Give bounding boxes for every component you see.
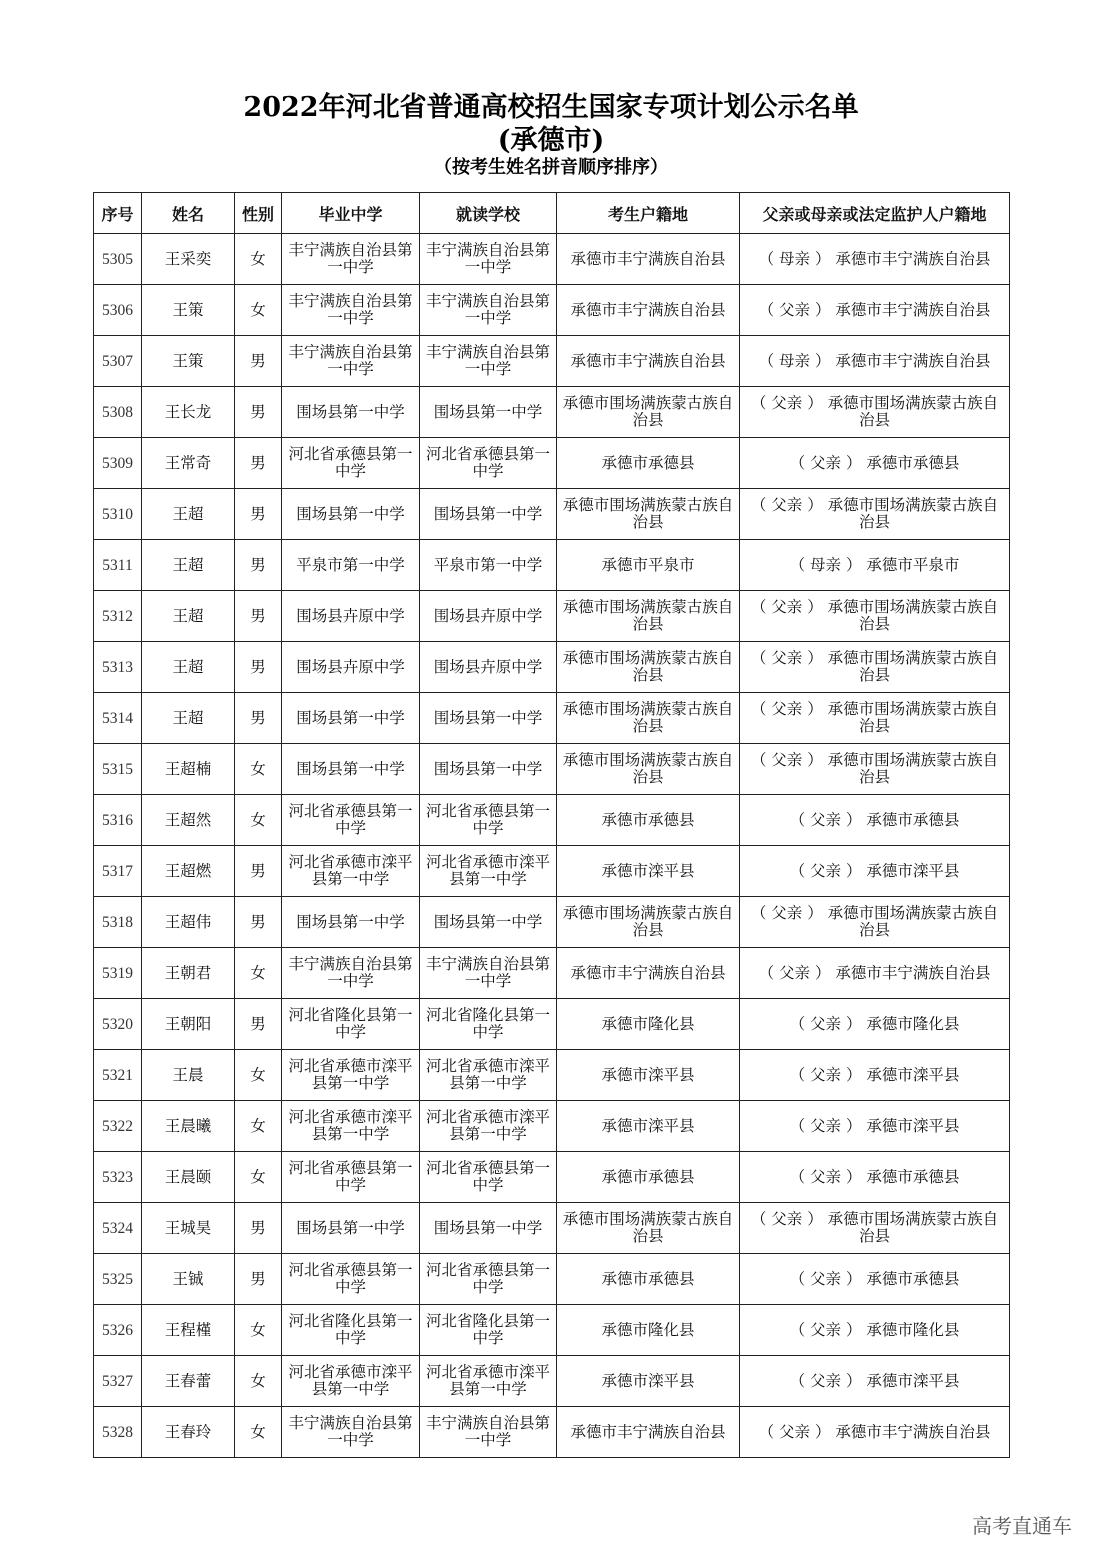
- cell-current-school: 河北省承德县第一中学: [420, 1152, 557, 1203]
- table-row: [94, 438, 1010, 489]
- cell-name: 王铖: [142, 1254, 235, 1305]
- table-row: [94, 846, 1010, 897]
- table-row: [94, 1407, 1010, 1458]
- cell-current-school: 河北省承德市滦平县第一中学: [420, 1050, 557, 1101]
- cell-gender: 女: [235, 948, 282, 999]
- cell-grad-school: 丰宁满族自治县第一中学: [282, 1407, 420, 1458]
- cell-grad-school: 丰宁满族自治县第一中学: [282, 336, 420, 387]
- cell-gender: 女: [235, 795, 282, 846]
- cell-hukou: 承德市承德县: [557, 1254, 740, 1305]
- cell-gender: 男: [235, 1254, 282, 1305]
- cell-grad-school: 河北省隆化县第一中学: [282, 1305, 420, 1356]
- cell-grad-school: 围场县卉原中学: [282, 591, 420, 642]
- cell-gender: 男: [235, 693, 282, 744]
- cell-grad-school: 围场县第一中学: [282, 693, 420, 744]
- cell-guardian-hukou: （ 母亲 ） 承德市丰宁满族自治县: [740, 336, 1010, 387]
- cell-guardian-hukou: （ 父亲 ） 承德市隆化县: [740, 999, 1010, 1050]
- table-row: [94, 1305, 1010, 1356]
- cell-current-school: 河北省承德县第一中学: [420, 438, 557, 489]
- cell-seq: 5318: [94, 897, 142, 948]
- cell-hukou: 承德市围场满族蒙古族自治县: [557, 387, 740, 438]
- cell-guardian-hukou: （ 母亲 ） 承德市平泉市: [740, 540, 1010, 591]
- cell-seq: 5322: [94, 1101, 142, 1152]
- cell-grad-school: 河北省承德县第一中学: [282, 795, 420, 846]
- cell-guardian-hukou: （ 父亲 ） 承德市承德县: [740, 1152, 1010, 1203]
- cell-name: 王春玲: [142, 1407, 235, 1458]
- cell-name: 王采奕: [142, 234, 235, 285]
- cell-grad-school: 围场县第一中学: [282, 1203, 420, 1254]
- cell-guardian-hukou: （ 父亲 ） 承德市围场满族蒙古族自治县: [740, 744, 1010, 795]
- cell-hukou: 承德市丰宁满族自治县: [557, 336, 740, 387]
- cell-name: 王超: [142, 591, 235, 642]
- cell-hukou: 承德市围场满族蒙古族自治县: [557, 489, 740, 540]
- cell-current-school: 平泉市第一中学: [420, 540, 557, 591]
- cell-hukou: 承德市围场满族蒙古族自治县: [557, 693, 740, 744]
- cell-hukou: 承德市围场满族蒙古族自治县: [557, 897, 740, 948]
- cell-guardian-hukou: （ 父亲 ） 承德市滦平县: [740, 846, 1010, 897]
- cell-name: 王策: [142, 336, 235, 387]
- cell-grad-school: 河北省承德市滦平县第一中学: [282, 1101, 420, 1152]
- cell-guardian-hukou: （ 父亲 ） 承德市围场满族蒙古族自治县: [740, 1203, 1010, 1254]
- table-row: [94, 540, 1010, 591]
- cell-current-school: 围场县第一中学: [420, 489, 557, 540]
- cell-hukou: 承德市滦平县: [557, 1356, 740, 1407]
- cell-current-school: 河北省承德县第一中学: [420, 795, 557, 846]
- cell-hukou: 承德市承德县: [557, 1152, 740, 1203]
- cell-grad-school: 平泉市第一中学: [282, 540, 420, 591]
- cell-hukou: 承德市滦平县: [557, 846, 740, 897]
- cell-grad-school: 围场县卉原中学: [282, 642, 420, 693]
- cell-guardian-hukou: （ 父亲 ） 承德市滦平县: [740, 1050, 1010, 1101]
- cell-guardian-hukou: （ 父亲 ） 承德市丰宁满族自治县: [740, 285, 1010, 336]
- cell-name: 王超楠: [142, 744, 235, 795]
- cell-seq: 5323: [94, 1152, 142, 1203]
- table-row: [94, 1203, 1010, 1254]
- cell-current-school: 河北省隆化县第一中学: [420, 1305, 557, 1356]
- cell-current-school: 围场县第一中学: [420, 693, 557, 744]
- cell-name: 王程槿: [142, 1305, 235, 1356]
- cell-guardian-hukou: （ 父亲 ） 承德市丰宁满族自治县: [740, 948, 1010, 999]
- page-subtitle: (承德市): [497, 125, 605, 156]
- cell-guardian-hukou: （ 父亲 ） 承德市承德县: [740, 438, 1010, 489]
- table-row: [94, 1101, 1010, 1152]
- cell-name: 王超然: [142, 795, 235, 846]
- cell-guardian-hukou: （ 父亲 ） 承德市围场满族蒙古族自治县: [740, 693, 1010, 744]
- cell-name: 王春蕾: [142, 1356, 235, 1407]
- cell-seq: 5319: [94, 948, 142, 999]
- table-body: [94, 234, 1010, 1458]
- cell-guardian-hukou: （ 父亲 ） 承德市围场满族蒙古族自治县: [740, 591, 1010, 642]
- cell-seq: 5321: [94, 1050, 142, 1101]
- cell-hukou: 承德市隆化县: [557, 1305, 740, 1356]
- cell-seq: 5309: [94, 438, 142, 489]
- cell-current-school: 河北省承德市滦平县第一中学: [420, 846, 557, 897]
- cell-current-school: 围场县第一中学: [420, 897, 557, 948]
- cell-guardian-hukou: （ 父亲 ） 承德市围场满族蒙古族自治县: [740, 489, 1010, 540]
- table-row: [94, 336, 1010, 387]
- cell-seq: 5310: [94, 489, 142, 540]
- cell-seq: 5324: [94, 1203, 142, 1254]
- cell-seq: 5312: [94, 591, 142, 642]
- cell-guardian-hukou: （ 父亲 ） 承德市围场满族蒙古族自治县: [740, 897, 1010, 948]
- cell-name: 王超: [142, 642, 235, 693]
- roster-table: [93, 192, 1010, 1458]
- header-row: [94, 193, 1010, 234]
- header-grad-school: 毕业中学: [282, 193, 420, 234]
- table-row: [94, 948, 1010, 999]
- cell-grad-school: 河北省承德县第一中学: [282, 1254, 420, 1305]
- cell-seq: 5326: [94, 1305, 142, 1356]
- table-row: [94, 1152, 1010, 1203]
- cell-seq: 5315: [94, 744, 142, 795]
- table-row: [94, 744, 1010, 795]
- cell-current-school: 河北省承德县第一中学: [420, 1254, 557, 1305]
- cell-seq: 5314: [94, 693, 142, 744]
- cell-gender: 女: [235, 234, 282, 285]
- cell-name: 王晨曦: [142, 1101, 235, 1152]
- cell-name: 王晨颐: [142, 1152, 235, 1203]
- sort-note: （按考生姓名拼音顺序排序）: [434, 157, 668, 178]
- cell-gender: 女: [235, 744, 282, 795]
- cell-gender: 男: [235, 489, 282, 540]
- cell-grad-school: 河北省承德市滦平县第一中学: [282, 846, 420, 897]
- cell-name: 王超伟: [142, 897, 235, 948]
- table-row: [94, 999, 1010, 1050]
- table-row: [94, 1254, 1010, 1305]
- page-title: 2022年河北省普通高校招生国家专项计划公示名单: [243, 92, 859, 123]
- cell-grad-school: 围场县第一中学: [282, 744, 420, 795]
- cell-seq: 5308: [94, 387, 142, 438]
- header-seq: 序号: [94, 193, 142, 234]
- cell-gender: 女: [235, 1101, 282, 1152]
- cell-current-school: 围场县第一中学: [420, 1203, 557, 1254]
- cell-grad-school: 丰宁满族自治县第一中学: [282, 948, 420, 999]
- cell-hukou: 承德市丰宁满族自治县: [557, 1407, 740, 1458]
- cell-grad-school: 河北省承德县第一中学: [282, 438, 420, 489]
- cell-guardian-hukou: （ 父亲 ） 承德市承德县: [740, 795, 1010, 846]
- cell-guardian-hukou: （ 父亲 ） 承德市围场满族蒙古族自治县: [740, 642, 1010, 693]
- cell-gender: 男: [235, 897, 282, 948]
- table-row: [94, 489, 1010, 540]
- cell-seq: 5305: [94, 234, 142, 285]
- cell-current-school: 丰宁满族自治县第一中学: [420, 948, 557, 999]
- cell-grad-school: 围场县第一中学: [282, 387, 420, 438]
- cell-name: 王晨: [142, 1050, 235, 1101]
- cell-hukou: 承德市围场满族蒙古族自治县: [557, 642, 740, 693]
- table-row: [94, 387, 1010, 438]
- cell-current-school: 围场县卉原中学: [420, 642, 557, 693]
- cell-seq: 5316: [94, 795, 142, 846]
- table-row: [94, 591, 1010, 642]
- cell-hukou: 承德市滦平县: [557, 1101, 740, 1152]
- cell-name: 王超: [142, 489, 235, 540]
- cell-grad-school: 河北省承德市滦平县第一中学: [282, 1050, 420, 1101]
- cell-name: 王朝阳: [142, 999, 235, 1050]
- cell-grad-school: 河北省承德市滦平县第一中学: [282, 1356, 420, 1407]
- cell-hukou: 承德市围场满族蒙古族自治县: [557, 744, 740, 795]
- cell-current-school: 河北省隆化县第一中学: [420, 999, 557, 1050]
- cell-seq: 5311: [94, 540, 142, 591]
- header-guardian-hukou: 父亲或母亲或法定监护人户籍地: [740, 193, 1010, 234]
- cell-grad-school: 丰宁满族自治县第一中学: [282, 234, 420, 285]
- cell-guardian-hukou: （ 父亲 ） 承德市围场满族蒙古族自治县: [740, 387, 1010, 438]
- header-hukou: 考生户籍地: [557, 193, 740, 234]
- header-gender: 性别: [235, 193, 282, 234]
- cell-name: 王超燃: [142, 846, 235, 897]
- cell-gender: 女: [235, 1152, 282, 1203]
- table-row: [94, 897, 1010, 948]
- cell-seq: 5313: [94, 642, 142, 693]
- cell-gender: 女: [235, 1305, 282, 1356]
- cell-seq: 5320: [94, 999, 142, 1050]
- cell-hukou: 承德市丰宁满族自治县: [557, 234, 740, 285]
- cell-hukou: 承德市承德县: [557, 795, 740, 846]
- cell-current-school: 丰宁满族自治县第一中学: [420, 285, 557, 336]
- cell-hukou: 承德市隆化县: [557, 999, 740, 1050]
- cell-current-school: 丰宁满族自治县第一中学: [420, 336, 557, 387]
- cell-seq: 5306: [94, 285, 142, 336]
- cell-hukou: 承德市承德县: [557, 438, 740, 489]
- cell-current-school: 河北省承德市滦平县第一中学: [420, 1356, 557, 1407]
- cell-current-school: 围场县卉原中学: [420, 591, 557, 642]
- cell-guardian-hukou: （ 父亲 ） 承德市滦平县: [740, 1101, 1010, 1152]
- cell-grad-school: 河北省承德县第一中学: [282, 1152, 420, 1203]
- cell-guardian-hukou: （ 父亲 ） 承德市滦平县: [740, 1356, 1010, 1407]
- table-row: [94, 795, 1010, 846]
- cell-gender: 男: [235, 336, 282, 387]
- table-row: [94, 642, 1010, 693]
- header-current-school: 就读学校: [420, 193, 557, 234]
- cell-seq: 5328: [94, 1407, 142, 1458]
- cell-grad-school: 河北省隆化县第一中学: [282, 999, 420, 1050]
- cell-hukou: 承德市滦平县: [557, 1050, 740, 1101]
- cell-hukou: 承德市丰宁满族自治县: [557, 285, 740, 336]
- cell-seq: 5307: [94, 336, 142, 387]
- table-row: [94, 1356, 1010, 1407]
- source-watermark: 高考直通车: [972, 1514, 1072, 1538]
- cell-grad-school: 丰宁满族自治县第一中学: [282, 285, 420, 336]
- cell-current-school: 围场县第一中学: [420, 387, 557, 438]
- cell-gender: 男: [235, 387, 282, 438]
- cell-gender: 男: [235, 540, 282, 591]
- cell-name: 王城昊: [142, 1203, 235, 1254]
- cell-gender: 男: [235, 1203, 282, 1254]
- cell-grad-school: 围场县第一中学: [282, 897, 420, 948]
- cell-name: 王超: [142, 540, 235, 591]
- cell-hukou: 承德市平泉市: [557, 540, 740, 591]
- cell-hukou: 承德市围场满族蒙古族自治县: [557, 591, 740, 642]
- cell-hukou: 承德市丰宁满族自治县: [557, 948, 740, 999]
- cell-hukou: 承德市围场满族蒙古族自治县: [557, 1203, 740, 1254]
- cell-gender: 男: [235, 438, 282, 489]
- cell-seq: 5325: [94, 1254, 142, 1305]
- cell-seq: 5317: [94, 846, 142, 897]
- cell-gender: 女: [235, 1050, 282, 1101]
- cell-guardian-hukou: （ 父亲 ） 承德市承德县: [740, 1254, 1010, 1305]
- table-row: [94, 285, 1010, 336]
- cell-name: 王长龙: [142, 387, 235, 438]
- cell-seq: 5327: [94, 1356, 142, 1407]
- table-row: [94, 693, 1010, 744]
- cell-guardian-hukou: （ 父亲 ） 承德市隆化县: [740, 1305, 1010, 1356]
- cell-name: 王策: [142, 285, 235, 336]
- cell-name: 王常奇: [142, 438, 235, 489]
- cell-guardian-hukou: （ 父亲 ） 承德市丰宁满族自治县: [740, 1407, 1010, 1458]
- cell-gender: 男: [235, 999, 282, 1050]
- cell-name: 王朝君: [142, 948, 235, 999]
- table-row: [94, 1050, 1010, 1101]
- cell-gender: 女: [235, 1356, 282, 1407]
- cell-name: 王超: [142, 693, 235, 744]
- cell-current-school: 围场县第一中学: [420, 744, 557, 795]
- cell-current-school: 丰宁满族自治县第一中学: [420, 234, 557, 285]
- cell-gender: 男: [235, 642, 282, 693]
- cell-gender: 男: [235, 846, 282, 897]
- cell-gender: 男: [235, 591, 282, 642]
- cell-current-school: 河北省承德市滦平县第一中学: [420, 1101, 557, 1152]
- cell-gender: 女: [235, 285, 282, 336]
- cell-current-school: 丰宁满族自治县第一中学: [420, 1407, 557, 1458]
- cell-gender: 女: [235, 1407, 282, 1458]
- cell-guardian-hukou: （ 母亲 ） 承德市丰宁满族自治县: [740, 234, 1010, 285]
- header-name: 姓名: [142, 193, 235, 234]
- cell-grad-school: 围场县第一中学: [282, 489, 420, 540]
- table-row: [94, 234, 1010, 285]
